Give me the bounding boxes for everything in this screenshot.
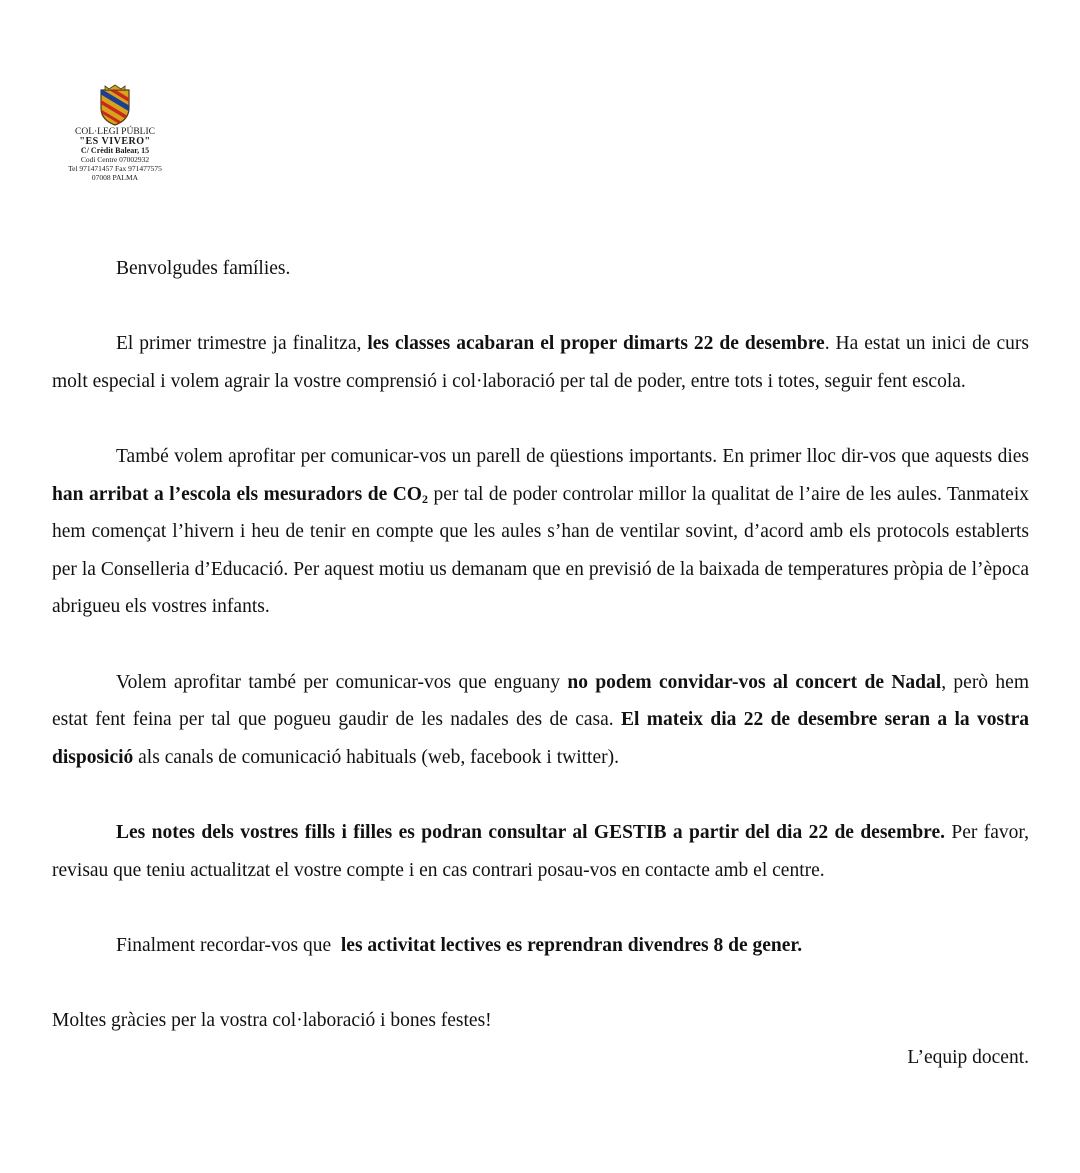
- text-span: per tal de poder controlar millor la qualitat de l’aire de les aules. Tanmateix hem començat l’hivern i heu de tenir en compte que les aules s’han de ventilar sovint, d’acord amb els protocols establerts per la Conselleria d’Educació. Per aquest motiu us demanam que en previsió de la baixada de temperatures pròpia de l’època abrigueu els vostres infants.: [52, 483, 1029, 618]
- centre-code: Codi Centre 07002932: [80, 155, 150, 164]
- paragraph-grades-gestib: [52, 814, 1029, 889]
- signature: L’equip docent.: [907, 1047, 1029, 1069]
- phone-fax: Tel 971471457 Fax 971477575: [68, 164, 162, 173]
- text-span: Per favor, revisau que teniu actualitzat el vostre compte i en cas contrari posau-vos en contacte amb el centre.: [52, 821, 1030, 881]
- letterhead: [52, 84, 178, 182]
- text-span: El primer trimestre ja finalitza,: [116, 333, 368, 355]
- letter-body: [52, 250, 1029, 1077]
- bold-text: han arribat a l’escola els mesuradors de CO: [52, 483, 422, 505]
- paragraph-co2-ventilation: [52, 438, 1029, 626]
- bold-span: no podem convidar-vos al concert de Nadal: [567, 671, 942, 693]
- paragraph-end-of-term: [52, 325, 1029, 400]
- text-span: També volem aprofitar per comunicar-vos un parell de qüestions importants. En primer lloc dir-vos que aquests dies: [116, 445, 1029, 467]
- bold-span: [52, 484, 428, 505]
- closing-line: Moltes gràcies per la vostra col·laboració i bones festes!: [52, 1009, 492, 1031]
- bold-span: Les notes dels vostres fills i filles es podran consultar al GESTIB a partir del dia 22 de desembre.: [116, 821, 946, 843]
- bold-span: les activitat lectives es reprendran divendres 8 de gener.: [340, 934, 803, 956]
- postal-city: 07008 PALMA: [91, 173, 139, 182]
- text-span: als canals de comunicació habituals (web, facebook i twitter).: [133, 746, 619, 768]
- bold-span: les classes acabaran el proper dimarts 22 de desembre: [367, 333, 825, 355]
- bold-span: El mateix dia 22 de desembre seran a la vostra disposició: [52, 709, 1029, 768]
- subscript: 2: [421, 491, 428, 506]
- school-name: "ES VIVERO": [79, 136, 151, 147]
- text-span: Finalment recordar-vos que: [116, 934, 341, 956]
- text-span: , però hem estat fent feina per tal que pogueu gaudir de les nadales des de casa.: [52, 671, 1029, 731]
- school-type: COL·LEGI PÚBLIC: [75, 127, 155, 137]
- school-address: C/ Crèdit Balear, 15: [80, 146, 150, 155]
- text-span: Volem aprofitar també per comunicar-vos que enguany: [116, 671, 568, 693]
- greeting: Benvolgudes famílies.: [116, 258, 291, 279]
- paragraph-resume-date: [52, 927, 1029, 965]
- paragraph-christmas-concert: [52, 664, 1029, 777]
- coat-of-arms-icon: [95, 84, 135, 126]
- text-span: . Ha estat un inici de curs molt especial i volem agrair la vostre comprensió i col·laboració per tal de poder, entre tots i totes, seguir fent escola.: [52, 333, 1029, 392]
